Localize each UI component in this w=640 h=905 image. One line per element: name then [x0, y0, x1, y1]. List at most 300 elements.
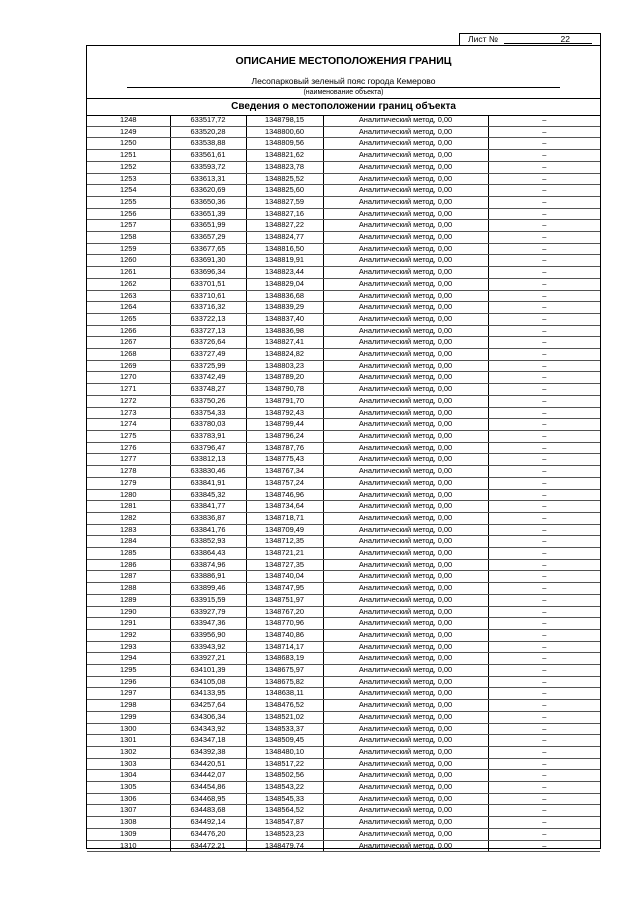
table-row [87, 700, 600, 712]
table-row [87, 758, 600, 770]
table-row [87, 384, 600, 396]
point-number-cell: 1257 [87, 220, 170, 232]
y-coordinate-cell: 1348837,40 [246, 313, 323, 325]
x-coordinate-cell: 633593,72 [170, 161, 246, 173]
x-coordinate-cell: 633947,36 [170, 618, 246, 630]
x-coordinate-cell: 633651,39 [170, 208, 246, 220]
y-coordinate-cell: 1348819,91 [246, 255, 323, 267]
method-cell: Аналитический метод, 0,00 [323, 150, 488, 162]
x-coordinate-cell: 633691,30 [170, 255, 246, 267]
y-coordinate-cell: 1348740,86 [246, 629, 323, 641]
method-cell: Аналитический метод, 0,00 [323, 618, 488, 630]
method-cell: Аналитический метод, 0,00 [323, 559, 488, 571]
x-coordinate-cell: 633727,13 [170, 325, 246, 337]
table-row [87, 395, 600, 407]
y-coordinate-cell: 1348823,44 [246, 267, 323, 279]
method-cell: Аналитический метод, 0,00 [323, 758, 488, 770]
table-row [87, 325, 600, 337]
point-number-cell: 1293 [87, 641, 170, 653]
description-cell: – [488, 243, 600, 255]
method-cell: Аналитический метод, 0,00 [323, 688, 488, 700]
point-number-cell: 1251 [87, 150, 170, 162]
point-number-cell: 1248 [87, 115, 170, 126]
y-coordinate-cell: 1348800,60 [246, 126, 323, 138]
description-cell: – [488, 840, 600, 852]
table-row [87, 665, 600, 677]
point-number-cell: 1267 [87, 337, 170, 349]
y-coordinate-cell: 1348816,50 [246, 243, 323, 255]
point-number-cell: 1299 [87, 711, 170, 723]
table-row [87, 583, 600, 595]
method-cell: Аналитический метод, 0,00 [323, 466, 488, 478]
point-number-cell: 1273 [87, 407, 170, 419]
point-number-cell: 1255 [87, 196, 170, 208]
point-number-cell: 1300 [87, 723, 170, 735]
y-coordinate-cell: 1348757,24 [246, 477, 323, 489]
method-cell: Аналитический метод, 0,00 [323, 255, 488, 267]
point-number-cell: 1262 [87, 278, 170, 290]
y-coordinate-cell: 1348775,43 [246, 454, 323, 466]
coordinates-table-body [87, 115, 600, 852]
description-cell: – [488, 372, 600, 384]
method-cell: Аналитический метод, 0,00 [323, 243, 488, 255]
method-cell: Аналитический метод, 0,00 [323, 723, 488, 735]
description-cell: – [488, 208, 600, 220]
description-cell: – [488, 618, 600, 630]
table-row [87, 723, 600, 735]
table-row [87, 817, 600, 829]
description-cell: – [488, 501, 600, 513]
method-cell: Аналитический метод, 0,00 [323, 735, 488, 747]
point-number-cell: 1305 [87, 782, 170, 794]
description-cell: – [488, 313, 600, 325]
point-number-cell: 1266 [87, 325, 170, 337]
y-coordinate-cell: 1348823,78 [246, 161, 323, 173]
description-cell: – [488, 220, 600, 232]
description-cell: – [488, 653, 600, 665]
x-coordinate-cell: 633841,91 [170, 477, 246, 489]
y-coordinate-cell: 1348824,77 [246, 232, 323, 244]
y-coordinate-cell: 1348712,35 [246, 536, 323, 548]
y-coordinate-cell: 1348790,78 [246, 384, 323, 396]
point-number-cell: 1261 [87, 267, 170, 279]
description-cell: – [488, 454, 600, 466]
description-cell: – [488, 232, 600, 244]
y-coordinate-cell: 1348791,70 [246, 395, 323, 407]
x-coordinate-cell: 633722,13 [170, 313, 246, 325]
table-row [87, 196, 600, 208]
point-number-cell: 1310 [87, 840, 170, 852]
method-cell: Аналитический метод, 0,00 [323, 430, 488, 442]
table-row [87, 290, 600, 302]
table-row [87, 805, 600, 817]
description-cell: – [488, 641, 600, 653]
section-heading: Сведения о местоположении границ объекта [87, 98, 600, 116]
description-cell: – [488, 489, 600, 501]
method-cell: Аналитический метод, 0,00 [323, 793, 488, 805]
description-cell: – [488, 196, 600, 208]
y-coordinate-cell: 1348827,41 [246, 337, 323, 349]
y-coordinate-cell: 1348825,60 [246, 185, 323, 197]
point-number-cell: 1285 [87, 548, 170, 560]
x-coordinate-cell: 633796,47 [170, 442, 246, 454]
y-coordinate-cell: 1348638,11 [246, 688, 323, 700]
description-cell: – [488, 325, 600, 337]
point-number-cell: 1276 [87, 442, 170, 454]
table-row [87, 302, 600, 314]
x-coordinate-cell: 633780,03 [170, 419, 246, 431]
method-cell: Аналитический метод, 0,00 [323, 360, 488, 372]
method-cell: Аналитический метод, 0,00 [323, 419, 488, 431]
description-cell: – [488, 278, 600, 290]
method-cell: Аналитический метод, 0,00 [323, 629, 488, 641]
x-coordinate-cell: 633841,76 [170, 524, 246, 536]
point-number-cell: 1287 [87, 571, 170, 583]
description-cell: – [488, 770, 600, 782]
table-row [87, 337, 600, 349]
x-coordinate-cell: 634133,95 [170, 688, 246, 700]
y-coordinate-cell: 1348787,76 [246, 442, 323, 454]
description-cell: – [488, 150, 600, 162]
method-cell: Аналитический метод, 0,00 [323, 676, 488, 688]
point-number-cell: 1279 [87, 477, 170, 489]
x-coordinate-cell: 633517,72 [170, 115, 246, 126]
description-cell: – [488, 583, 600, 595]
y-coordinate-cell: 1348827,22 [246, 220, 323, 232]
y-coordinate-cell: 1348789,20 [246, 372, 323, 384]
method-cell: Аналитический метод, 0,00 [323, 606, 488, 618]
method-cell: Аналитический метод, 0,00 [323, 395, 488, 407]
point-number-cell: 1304 [87, 770, 170, 782]
y-coordinate-cell: 1348523,23 [246, 828, 323, 840]
method-cell: Аналитический метод, 0,00 [323, 746, 488, 758]
y-coordinate-cell: 1348796,24 [246, 430, 323, 442]
table-row [87, 278, 600, 290]
method-cell: Аналитический метод, 0,00 [323, 161, 488, 173]
x-coordinate-cell: 633727,49 [170, 349, 246, 361]
x-coordinate-cell: 633520,28 [170, 126, 246, 138]
point-number-cell: 1295 [87, 665, 170, 677]
table-row [87, 173, 600, 185]
point-number-cell: 1292 [87, 629, 170, 641]
table-row [87, 782, 600, 794]
point-number-cell: 1296 [87, 676, 170, 688]
point-number-cell: 1250 [87, 138, 170, 150]
point-number-cell: 1288 [87, 583, 170, 595]
table-row [87, 828, 600, 840]
x-coordinate-cell: 634420,51 [170, 758, 246, 770]
y-coordinate-cell: 1348476,52 [246, 700, 323, 712]
description-cell: – [488, 828, 600, 840]
document-title: ОПИСАНИЕ МЕСТОПОЛОЖЕНИЯ ГРАНИЦ [235, 55, 452, 67]
point-number-cell: 1272 [87, 395, 170, 407]
y-coordinate-cell: 1348803,23 [246, 360, 323, 372]
y-coordinate-cell: 1348709,49 [246, 524, 323, 536]
method-cell: Аналитический метод, 0,00 [323, 384, 488, 396]
table-row [87, 536, 600, 548]
table-row [87, 676, 600, 688]
table-row [87, 372, 600, 384]
description-cell: – [488, 255, 600, 267]
table-row [87, 150, 600, 162]
point-number-cell: 1289 [87, 594, 170, 606]
x-coordinate-cell: 633710,61 [170, 290, 246, 302]
x-coordinate-cell: 633836,87 [170, 512, 246, 524]
point-number-cell: 1291 [87, 618, 170, 630]
x-coordinate-cell: 633845,32 [170, 489, 246, 501]
point-number-cell: 1263 [87, 290, 170, 302]
table-row [87, 161, 600, 173]
object-name-underline [127, 87, 560, 88]
y-coordinate-cell: 1348829,04 [246, 278, 323, 290]
description-cell: – [488, 723, 600, 735]
point-number-cell: 1249 [87, 126, 170, 138]
point-number-cell: 1301 [87, 735, 170, 747]
table-row [87, 430, 600, 442]
x-coordinate-cell: 633927,79 [170, 606, 246, 618]
y-coordinate-cell: 1348809,56 [246, 138, 323, 150]
description-cell: – [488, 337, 600, 349]
description-cell: – [488, 524, 600, 536]
method-cell: Аналитический метод, 0,00 [323, 665, 488, 677]
point-number-cell: 1306 [87, 793, 170, 805]
point-number-cell: 1274 [87, 419, 170, 431]
table-row [87, 606, 600, 618]
y-coordinate-cell: 1348718,71 [246, 512, 323, 524]
description-cell: – [488, 606, 600, 618]
method-cell: Аналитический метод, 0,00 [323, 594, 488, 606]
point-number-cell: 1260 [87, 255, 170, 267]
x-coordinate-cell: 634101,39 [170, 665, 246, 677]
description-cell: – [488, 594, 600, 606]
description-cell: – [488, 407, 600, 419]
y-coordinate-cell: 1348836,98 [246, 325, 323, 337]
description-cell: – [488, 302, 600, 314]
y-coordinate-cell: 1348727,35 [246, 559, 323, 571]
coordinates-table [87, 115, 600, 852]
method-cell: Аналитический метод, 0,00 [323, 571, 488, 583]
x-coordinate-cell: 633677,65 [170, 243, 246, 255]
method-cell: Аналитический метод, 0,00 [323, 501, 488, 513]
description-cell: – [488, 477, 600, 489]
point-number-cell: 1284 [87, 536, 170, 548]
x-coordinate-cell: 633783,91 [170, 430, 246, 442]
table-row [87, 419, 600, 431]
point-number-cell: 1278 [87, 466, 170, 478]
point-number-cell: 1275 [87, 430, 170, 442]
x-coordinate-cell: 634257,64 [170, 700, 246, 712]
point-number-cell: 1258 [87, 232, 170, 244]
x-coordinate-cell: 633899,46 [170, 583, 246, 595]
description-cell: – [488, 559, 600, 571]
y-coordinate-cell: 1348721,21 [246, 548, 323, 560]
description-cell: – [488, 384, 600, 396]
method-cell: Аналитический метод, 0,00 [323, 185, 488, 197]
table-row [87, 454, 600, 466]
description-cell: – [488, 126, 600, 138]
y-coordinate-cell: 1348521,02 [246, 711, 323, 723]
y-coordinate-cell: 1348770,96 [246, 618, 323, 630]
table-row [87, 267, 600, 279]
description-cell: – [488, 688, 600, 700]
method-cell: Аналитический метод, 0,00 [323, 454, 488, 466]
point-number-cell: 1308 [87, 817, 170, 829]
y-coordinate-cell: 1348836,68 [246, 290, 323, 302]
x-coordinate-cell: 633943,92 [170, 641, 246, 653]
table-row [87, 770, 600, 782]
point-number-cell: 1252 [87, 161, 170, 173]
table-row [87, 360, 600, 372]
table-row [87, 548, 600, 560]
x-coordinate-cell: 634472,21 [170, 840, 246, 852]
x-coordinate-cell: 633538,88 [170, 138, 246, 150]
x-coordinate-cell: 634442,07 [170, 770, 246, 782]
method-cell: Аналитический метод, 0,00 [323, 512, 488, 524]
description-cell: – [488, 161, 600, 173]
method-cell: Аналитический метод, 0,00 [323, 782, 488, 794]
y-coordinate-cell: 1348545,33 [246, 793, 323, 805]
description-cell: – [488, 700, 600, 712]
description-cell: – [488, 360, 600, 372]
description-cell: – [488, 746, 600, 758]
table-row [87, 477, 600, 489]
y-coordinate-cell: 1348509,45 [246, 735, 323, 747]
description-cell: – [488, 629, 600, 641]
description-cell: – [488, 466, 600, 478]
table-row [87, 641, 600, 653]
point-number-cell: 1259 [87, 243, 170, 255]
x-coordinate-cell: 633956,90 [170, 629, 246, 641]
method-cell: Аналитический метод, 0,00 [323, 407, 488, 419]
x-coordinate-cell: 633874,96 [170, 559, 246, 571]
description-cell: – [488, 758, 600, 770]
object-name: Лесопарковый зеленый пояс города Кемерово [251, 76, 436, 86]
method-cell: Аналитический метод, 0,00 [323, 805, 488, 817]
method-cell: Аналитический метод, 0,00 [323, 548, 488, 560]
description-cell: – [488, 442, 600, 454]
method-cell: Аналитический метод, 0,00 [323, 840, 488, 852]
x-coordinate-cell: 633852,93 [170, 536, 246, 548]
y-coordinate-cell: 1348479,74 [246, 840, 323, 852]
x-coordinate-cell: 633754,33 [170, 407, 246, 419]
x-coordinate-cell: 633725,99 [170, 360, 246, 372]
y-coordinate-cell: 1348825,52 [246, 173, 323, 185]
method-cell: Аналитический метод, 0,00 [323, 337, 488, 349]
table-row [87, 407, 600, 419]
description-cell: – [488, 115, 600, 126]
y-coordinate-cell: 1348480,10 [246, 746, 323, 758]
description-cell: – [488, 676, 600, 688]
description-cell: – [488, 536, 600, 548]
method-cell: Аналитический метод, 0,00 [323, 641, 488, 653]
description-cell: – [488, 782, 600, 794]
point-number-cell: 1298 [87, 700, 170, 712]
point-number-cell: 1277 [87, 454, 170, 466]
method-cell: Аналитический метод, 0,00 [323, 115, 488, 126]
y-coordinate-cell: 1348547,87 [246, 817, 323, 829]
table-row [87, 243, 600, 255]
method-cell: Аналитический метод, 0,00 [323, 477, 488, 489]
point-number-cell: 1294 [87, 653, 170, 665]
method-cell: Аналитический метод, 0,00 [323, 313, 488, 325]
table-row [87, 185, 600, 197]
description-cell: – [488, 571, 600, 583]
y-coordinate-cell: 1348675,82 [246, 676, 323, 688]
method-cell: Аналитический метод, 0,00 [323, 126, 488, 138]
x-coordinate-cell: 633830,46 [170, 466, 246, 478]
description-cell: – [488, 395, 600, 407]
description-cell: – [488, 512, 600, 524]
x-coordinate-cell: 633613,31 [170, 173, 246, 185]
method-cell: Аналитический метод, 0,00 [323, 173, 488, 185]
method-cell: Аналитический метод, 0,00 [323, 711, 488, 723]
table-row [87, 501, 600, 513]
x-coordinate-cell: 634392,38 [170, 746, 246, 758]
description-cell: – [488, 735, 600, 747]
x-coordinate-cell: 634343,92 [170, 723, 246, 735]
method-cell: Аналитический метод, 0,00 [323, 442, 488, 454]
method-cell: Аналитический метод, 0,00 [323, 583, 488, 595]
point-number-cell: 1268 [87, 349, 170, 361]
point-number-cell: 1309 [87, 828, 170, 840]
description-cell: – [488, 267, 600, 279]
description-cell: – [488, 430, 600, 442]
point-number-cell: 1265 [87, 313, 170, 325]
method-cell: Аналитический метод, 0,00 [323, 138, 488, 150]
table-row [87, 746, 600, 758]
method-cell: Аналитический метод, 0,00 [323, 372, 488, 384]
x-coordinate-cell: 634483,68 [170, 805, 246, 817]
y-coordinate-cell: 1348799,44 [246, 419, 323, 431]
description-cell: – [488, 138, 600, 150]
point-number-cell: 1283 [87, 524, 170, 536]
point-number-cell: 1281 [87, 501, 170, 513]
point-number-cell: 1269 [87, 360, 170, 372]
x-coordinate-cell: 633841,77 [170, 501, 246, 513]
table-row [87, 489, 600, 501]
method-cell: Аналитический метод, 0,00 [323, 278, 488, 290]
x-coordinate-cell: 634347,18 [170, 735, 246, 747]
y-coordinate-cell: 1348767,20 [246, 606, 323, 618]
method-cell: Аналитический метод, 0,00 [323, 267, 488, 279]
y-coordinate-cell: 1348824,82 [246, 349, 323, 361]
method-cell: Аналитический метод, 0,00 [323, 700, 488, 712]
point-number-cell: 1256 [87, 208, 170, 220]
description-cell: – [488, 185, 600, 197]
x-coordinate-cell: 634492,14 [170, 817, 246, 829]
method-cell: Аналитический метод, 0,00 [323, 220, 488, 232]
y-coordinate-cell: 1348751,97 [246, 594, 323, 606]
method-cell: Аналитический метод, 0,00 [323, 770, 488, 782]
x-coordinate-cell: 633726,64 [170, 337, 246, 349]
table-row [87, 512, 600, 524]
description-cell: – [488, 173, 600, 185]
y-coordinate-cell: 1348683,19 [246, 653, 323, 665]
description-cell: – [488, 419, 600, 431]
x-coordinate-cell: 634468,95 [170, 793, 246, 805]
table-row [87, 232, 600, 244]
y-coordinate-cell: 1348827,59 [246, 196, 323, 208]
document-frame [86, 45, 601, 849]
table-row [87, 618, 600, 630]
method-cell: Аналитический метод, 0,00 [323, 302, 488, 314]
table-row [87, 138, 600, 150]
x-coordinate-cell: 633742,49 [170, 372, 246, 384]
x-coordinate-cell: 633657,29 [170, 232, 246, 244]
table-row [87, 255, 600, 267]
point-number-cell: 1290 [87, 606, 170, 618]
description-cell: – [488, 793, 600, 805]
